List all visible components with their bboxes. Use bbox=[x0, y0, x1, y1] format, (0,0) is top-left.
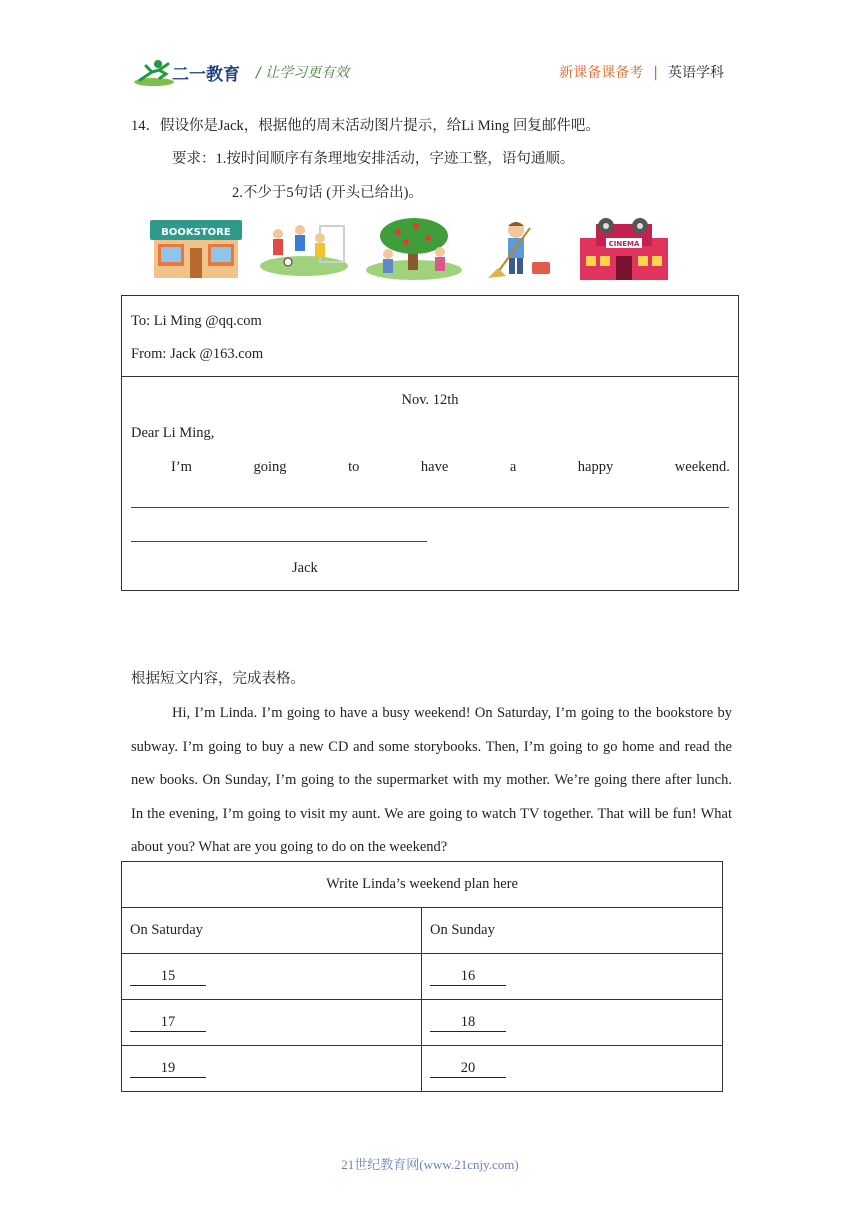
requirement-2: 2.不少于5句话 (开头已给出)。 bbox=[232, 185, 423, 201]
table-cell bbox=[422, 1000, 723, 1046]
apple-picking-icon bbox=[364, 216, 464, 285]
table-row bbox=[122, 954, 723, 1000]
svg-text:BOOKSTORE: BOOKSTORE bbox=[161, 227, 231, 238]
sentence-word: to bbox=[348, 459, 360, 475]
weekend-activity-pictures bbox=[148, 214, 688, 284]
header-slogan: / 让学习更有效 bbox=[256, 65, 350, 81]
column-header-sunday: On Sunday bbox=[422, 908, 723, 954]
email-from: From: Jack @163.com bbox=[131, 346, 264, 362]
cinema-icon bbox=[576, 214, 672, 287]
sentence-word: have bbox=[420, 459, 449, 475]
question-14-prompt: 14．假设你是Jack，根据他的周末活动图片提示，给Li Ming 回复邮件吧。 bbox=[131, 118, 600, 134]
sentence-word: going bbox=[253, 459, 287, 475]
table-cell bbox=[122, 1000, 422, 1046]
sentence-word: happy bbox=[577, 459, 614, 475]
boy-sweeping-icon bbox=[482, 218, 554, 285]
header-tags bbox=[559, 62, 724, 82]
email-writing-box bbox=[121, 295, 739, 591]
page-footer: 21世纪教育网(www.21cnjy.com) bbox=[341, 1157, 519, 1172]
column-header-saturday: On Saturday bbox=[122, 908, 422, 954]
table-title-row bbox=[122, 862, 723, 908]
answer-blank-15[interactable]: 15 bbox=[130, 968, 206, 986]
table-cell bbox=[422, 1046, 723, 1092]
table-cell bbox=[122, 1046, 422, 1092]
answer-blank-18[interactable]: 18 bbox=[430, 1014, 506, 1032]
sentence-word: weekend. bbox=[674, 459, 730, 475]
requirement-1: 要求：1.按时间顺序有条理地安排活动，字迹工整，语句通顺。 bbox=[172, 151, 575, 167]
answer-line[interactable] bbox=[131, 507, 729, 508]
header-separator: | bbox=[653, 65, 658, 81]
answer-blank-20[interactable]: 20 bbox=[430, 1060, 506, 1078]
table-row bbox=[122, 1046, 723, 1092]
soccer-kids-icon bbox=[258, 220, 350, 283]
table-cell bbox=[422, 954, 723, 1000]
email-signature: Jack bbox=[292, 560, 318, 576]
email-header-divider bbox=[122, 376, 738, 377]
answer-line[interactable] bbox=[131, 541, 427, 542]
reading-instruction: 根据短文内容，完成表格。 bbox=[131, 671, 305, 687]
answer-blank-16[interactable]: 16 bbox=[430, 968, 506, 986]
email-date: Nov. 12th bbox=[401, 392, 459, 408]
table-header-row bbox=[122, 908, 723, 954]
sentence-word: I’m bbox=[171, 459, 192, 475]
answer-blank-17[interactable]: 17 bbox=[130, 1014, 206, 1032]
answer-blank-19[interactable]: 19 bbox=[130, 1060, 206, 1078]
site-logo bbox=[132, 58, 244, 88]
svg-text:二一教育: 二一教育 bbox=[172, 65, 240, 85]
sentence-word: a bbox=[509, 459, 517, 475]
reading-passage: Hi, I’m Linda. I’m going to have a busy weekend! On Saturday, I’m going to the bookstore by subway. I’m going to buy a new CD and some storybooks. Then, I’m going to go home and read the new books. On Sunday, I’m going to the supermarket with my mother. We’re going there after lunch. In the evening, I’m going to visit my aunt. We are going to watch TV together. That will be fun! What about you? What are you going to do on the weekend? bbox=[131, 705, 732, 856]
table-title: Write Linda’s weekend plan here bbox=[122, 862, 723, 908]
email-to: To: Li Ming @qq.com bbox=[131, 313, 262, 329]
header-tag-course: 新课备课备考 bbox=[559, 65, 644, 81]
weekend-plan-table bbox=[121, 861, 723, 1092]
svg-text:CINEMA: CINEMA bbox=[608, 240, 640, 248]
header-tag-subject: 英语学科 bbox=[668, 65, 724, 81]
table-row bbox=[122, 1000, 723, 1046]
email-greeting: Dear Li Ming, bbox=[131, 425, 215, 441]
email-first-sentence bbox=[171, 459, 730, 476]
table-cell bbox=[122, 954, 422, 1000]
bookstore-icon bbox=[150, 214, 242, 285]
